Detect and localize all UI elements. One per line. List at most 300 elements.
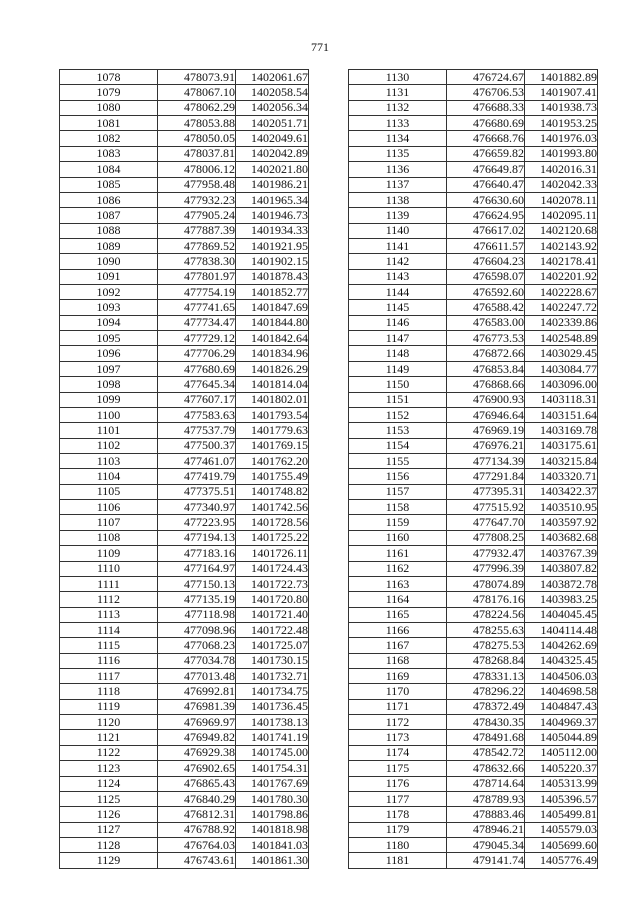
y-coordinate-cell: 1402049.61 (236, 131, 309, 146)
point-number-cell: 1148 (349, 346, 447, 361)
point-number-cell: 1093 (60, 300, 158, 315)
x-coordinate-cell: 477500.37 (158, 438, 236, 453)
point-number-cell: 1117 (60, 669, 158, 684)
table-row (60, 300, 309, 315)
y-coordinate-cell: 1401976.03 (525, 131, 598, 146)
y-coordinate-cell: 1401878.43 (236, 269, 309, 284)
y-coordinate-cell: 1404045.45 (525, 607, 598, 622)
x-coordinate-cell: 476659.82 (447, 146, 525, 161)
point-number-cell: 1106 (60, 500, 158, 515)
x-coordinate-cell: 476992.81 (158, 684, 236, 699)
table-row (349, 730, 598, 745)
point-number-cell: 1113 (60, 607, 158, 622)
x-coordinate-cell: 477134.39 (447, 453, 525, 468)
y-coordinate-cell: 1401726.11 (236, 546, 309, 561)
y-coordinate-cell: 1403682.68 (525, 530, 598, 545)
table-row (349, 269, 598, 284)
x-coordinate-cell: 476598.07 (447, 269, 525, 284)
x-coordinate-cell: 477395.31 (447, 484, 525, 499)
table-row (60, 576, 309, 591)
x-coordinate-cell: 477869.52 (158, 238, 236, 253)
y-coordinate-cell: 1404325.45 (525, 653, 598, 668)
y-coordinate-cell: 1401965.34 (236, 192, 309, 207)
y-coordinate-cell: 1401728.56 (236, 515, 309, 530)
x-coordinate-cell: 476688.33 (447, 100, 525, 115)
coordinate-table-body (60, 70, 309, 869)
table-row (349, 70, 598, 85)
table-row (60, 285, 309, 300)
table-row (60, 238, 309, 253)
y-coordinate-cell: 1402120.68 (525, 223, 598, 238)
table-row (349, 484, 598, 499)
point-number-cell: 1088 (60, 223, 158, 238)
y-coordinate-cell: 1401742.56 (236, 500, 309, 515)
x-coordinate-cell: 477996.39 (447, 561, 525, 576)
x-coordinate-cell: 477734.47 (158, 315, 236, 330)
table-row (349, 807, 598, 822)
table-row (60, 484, 309, 499)
table-row (60, 837, 309, 852)
x-coordinate-cell: 478176.16 (447, 592, 525, 607)
table-row (349, 638, 598, 653)
point-number-cell: 1098 (60, 377, 158, 392)
point-number-cell: 1126 (60, 807, 158, 822)
table-row (60, 776, 309, 791)
y-coordinate-cell: 1401986.21 (236, 177, 309, 192)
x-coordinate-cell: 477194.13 (158, 530, 236, 545)
point-number-cell: 1085 (60, 177, 158, 192)
table-row (349, 162, 598, 177)
point-number-cell: 1108 (60, 530, 158, 545)
x-coordinate-cell: 477645.34 (158, 377, 236, 392)
table-row (349, 438, 598, 453)
y-coordinate-cell: 1402051.71 (236, 116, 309, 131)
y-coordinate-cell: 1405112.00 (525, 745, 598, 760)
coordinate-table-right (348, 69, 598, 869)
x-coordinate-cell: 477932.23 (158, 192, 236, 207)
point-number-cell: 1170 (349, 684, 447, 699)
table-row (349, 715, 598, 730)
y-coordinate-cell: 1401762.20 (236, 453, 309, 468)
table-row (349, 300, 598, 315)
table-row (60, 70, 309, 85)
table-row (349, 837, 598, 852)
y-coordinate-cell: 1401722.48 (236, 622, 309, 637)
x-coordinate-cell: 478073.91 (158, 70, 236, 85)
y-coordinate-cell: 1401724.43 (236, 561, 309, 576)
y-coordinate-cell: 1401730.15 (236, 653, 309, 668)
x-coordinate-cell: 477706.29 (158, 346, 236, 361)
point-number-cell: 1125 (60, 791, 158, 806)
x-coordinate-cell: 478268.84 (447, 653, 525, 668)
point-number-cell: 1158 (349, 500, 447, 515)
point-number-cell: 1165 (349, 607, 447, 622)
y-coordinate-cell: 1402058.54 (236, 85, 309, 100)
y-coordinate-cell: 1401953.25 (525, 116, 598, 131)
table-row (60, 453, 309, 468)
point-number-cell: 1133 (349, 116, 447, 131)
point-number-cell: 1141 (349, 238, 447, 253)
point-number-cell: 1121 (60, 730, 158, 745)
x-coordinate-cell: 476649.87 (447, 162, 525, 177)
y-coordinate-cell: 1402201.92 (525, 269, 598, 284)
point-number-cell: 1159 (349, 515, 447, 530)
point-number-cell: 1114 (60, 622, 158, 637)
table-row (60, 822, 309, 837)
y-coordinate-cell: 1401844.80 (236, 315, 309, 330)
point-number-cell: 1091 (60, 269, 158, 284)
table-row (60, 807, 309, 822)
y-coordinate-cell: 1401748.82 (236, 484, 309, 499)
x-coordinate-cell: 477068.23 (158, 638, 236, 653)
table-row (60, 331, 309, 346)
x-coordinate-cell: 477905.24 (158, 208, 236, 223)
y-coordinate-cell: 1403118.31 (525, 392, 598, 407)
x-coordinate-cell: 477680.69 (158, 361, 236, 376)
table-row (60, 730, 309, 745)
y-coordinate-cell: 1401902.15 (236, 254, 309, 269)
y-coordinate-cell: 1401861.30 (236, 853, 309, 868)
table-row (349, 238, 598, 253)
point-number-cell: 1132 (349, 100, 447, 115)
x-coordinate-cell: 477887.39 (158, 223, 236, 238)
x-coordinate-cell: 477419.79 (158, 469, 236, 484)
point-number-cell: 1135 (349, 146, 447, 161)
table-row (349, 530, 598, 545)
point-number-cell: 1156 (349, 469, 447, 484)
x-coordinate-cell: 476900.93 (447, 392, 525, 407)
point-number-cell: 1146 (349, 315, 447, 330)
y-coordinate-cell: 1401907.41 (525, 85, 598, 100)
table-row (349, 453, 598, 468)
point-number-cell: 1177 (349, 791, 447, 806)
table-row (349, 315, 598, 330)
point-number-cell: 1137 (349, 177, 447, 192)
point-number-cell: 1149 (349, 361, 447, 376)
table-row (349, 285, 598, 300)
y-coordinate-cell: 1401725.22 (236, 530, 309, 545)
table-row (60, 853, 309, 868)
point-number-cell: 1178 (349, 807, 447, 822)
y-coordinate-cell: 1405579.03 (525, 822, 598, 837)
table-row (349, 822, 598, 837)
point-number-cell: 1157 (349, 484, 447, 499)
y-coordinate-cell: 1401841.03 (236, 837, 309, 852)
point-number-cell: 1144 (349, 285, 447, 300)
x-coordinate-cell: 476706.53 (447, 85, 525, 100)
y-coordinate-cell: 1403597.92 (525, 515, 598, 530)
point-number-cell: 1118 (60, 684, 158, 699)
y-coordinate-cell: 1403320.71 (525, 469, 598, 484)
y-coordinate-cell: 1403084.77 (525, 361, 598, 376)
table-row (60, 638, 309, 653)
x-coordinate-cell: 478542.72 (447, 745, 525, 760)
x-coordinate-cell: 476611.57 (447, 238, 525, 253)
y-coordinate-cell: 1405499.81 (525, 807, 598, 822)
x-coordinate-cell: 477183.16 (158, 546, 236, 561)
x-coordinate-cell: 476853.84 (447, 361, 525, 376)
point-number-cell: 1086 (60, 192, 158, 207)
point-number-cell: 1136 (349, 162, 447, 177)
point-number-cell: 1139 (349, 208, 447, 223)
y-coordinate-cell: 1401852.77 (236, 285, 309, 300)
y-coordinate-cell: 1401732.71 (236, 669, 309, 684)
table-row (60, 438, 309, 453)
x-coordinate-cell: 477118.98 (158, 607, 236, 622)
point-number-cell: 1168 (349, 653, 447, 668)
table-row (349, 853, 598, 868)
y-coordinate-cell: 1401721.40 (236, 607, 309, 622)
x-coordinate-cell: 476583.00 (447, 315, 525, 330)
table-row (349, 131, 598, 146)
point-number-cell: 1155 (349, 453, 447, 468)
x-coordinate-cell: 478632.66 (447, 761, 525, 776)
table-row (349, 500, 598, 515)
point-number-cell: 1092 (60, 285, 158, 300)
x-coordinate-cell: 476976.21 (447, 438, 525, 453)
table-row (60, 177, 309, 192)
x-coordinate-cell: 476773.53 (447, 331, 525, 346)
table-row (60, 131, 309, 146)
x-coordinate-cell: 478074.89 (447, 576, 525, 591)
point-number-cell: 1089 (60, 238, 158, 253)
point-number-cell: 1161 (349, 546, 447, 561)
x-coordinate-cell: 478430.35 (447, 715, 525, 730)
y-coordinate-cell: 1403510.95 (525, 500, 598, 515)
coordinate-table-left (59, 69, 309, 869)
x-coordinate-cell: 478883.46 (447, 807, 525, 822)
point-number-cell: 1100 (60, 407, 158, 422)
x-coordinate-cell: 476630.60 (447, 192, 525, 207)
point-number-cell: 1107 (60, 515, 158, 530)
table-row (349, 177, 598, 192)
x-coordinate-cell: 476624.95 (447, 208, 525, 223)
x-coordinate-cell: 477515.92 (447, 500, 525, 515)
table-row (60, 407, 309, 422)
point-number-cell: 1111 (60, 576, 158, 591)
y-coordinate-cell: 1405776.49 (525, 853, 598, 868)
point-number-cell: 1134 (349, 131, 447, 146)
point-number-cell: 1162 (349, 561, 447, 576)
y-coordinate-cell: 1401798.86 (236, 807, 309, 822)
x-coordinate-cell: 476588.42 (447, 300, 525, 315)
y-coordinate-cell: 1404114.48 (525, 622, 598, 637)
point-number-cell: 1112 (60, 592, 158, 607)
y-coordinate-cell: 1402078.11 (525, 192, 598, 207)
table-row (349, 407, 598, 422)
point-number-cell: 1095 (60, 331, 158, 346)
x-coordinate-cell: 478067.10 (158, 85, 236, 100)
y-coordinate-cell: 1404847.43 (525, 699, 598, 714)
table-row (349, 361, 598, 376)
table-row (349, 576, 598, 591)
x-coordinate-cell: 477291.84 (447, 469, 525, 484)
table-row (60, 269, 309, 284)
point-number-cell: 1096 (60, 346, 158, 361)
x-coordinate-cell: 477729.12 (158, 331, 236, 346)
table-row (349, 669, 598, 684)
point-number-cell: 1116 (60, 653, 158, 668)
table-row (60, 85, 309, 100)
point-number-cell: 1154 (349, 438, 447, 453)
x-coordinate-cell: 476812.31 (158, 807, 236, 822)
table-row (349, 331, 598, 346)
y-coordinate-cell: 1401946.73 (236, 208, 309, 223)
point-number-cell: 1127 (60, 822, 158, 837)
x-coordinate-cell: 477741.65 (158, 300, 236, 315)
point-number-cell: 1153 (349, 423, 447, 438)
y-coordinate-cell: 1402178.41 (525, 254, 598, 269)
point-number-cell: 1082 (60, 131, 158, 146)
x-coordinate-cell: 476680.69 (447, 116, 525, 131)
table-row (60, 546, 309, 561)
table-row (349, 515, 598, 530)
page-number: 771 (311, 40, 329, 54)
y-coordinate-cell: 1403175.61 (525, 438, 598, 453)
y-coordinate-cell: 1401802.01 (236, 392, 309, 407)
point-number-cell: 1142 (349, 254, 447, 269)
table-row (60, 745, 309, 760)
x-coordinate-cell: 478296.22 (447, 684, 525, 699)
point-number-cell: 1083 (60, 146, 158, 161)
table-row (60, 315, 309, 330)
x-coordinate-cell: 477164.97 (158, 561, 236, 576)
y-coordinate-cell: 1405396.57 (525, 791, 598, 806)
table-row (60, 208, 309, 223)
point-number-cell: 1181 (349, 853, 447, 868)
point-number-cell: 1105 (60, 484, 158, 499)
x-coordinate-cell: 478053.88 (158, 116, 236, 131)
y-coordinate-cell: 1403169.78 (525, 423, 598, 438)
point-number-cell: 1173 (349, 730, 447, 745)
y-coordinate-cell: 1402339.86 (525, 315, 598, 330)
point-number-cell: 1179 (349, 822, 447, 837)
point-number-cell: 1102 (60, 438, 158, 453)
table-row (60, 622, 309, 637)
x-coordinate-cell: 477034.78 (158, 653, 236, 668)
x-coordinate-cell: 477013.48 (158, 669, 236, 684)
point-number-cell: 1115 (60, 638, 158, 653)
table-row (349, 346, 598, 361)
y-coordinate-cell: 1405044.89 (525, 730, 598, 745)
point-number-cell: 1124 (60, 776, 158, 791)
point-number-cell: 1079 (60, 85, 158, 100)
table-row (349, 791, 598, 806)
x-coordinate-cell: 477150.13 (158, 576, 236, 591)
table-row (349, 223, 598, 238)
y-coordinate-cell: 1401769.15 (236, 438, 309, 453)
y-coordinate-cell: 1403422.37 (525, 484, 598, 499)
x-coordinate-cell: 476840.29 (158, 791, 236, 806)
y-coordinate-cell: 1403096.00 (525, 377, 598, 392)
y-coordinate-cell: 1403151.64 (525, 407, 598, 422)
y-coordinate-cell: 1402061.67 (236, 70, 309, 85)
y-coordinate-cell: 1401734.75 (236, 684, 309, 699)
point-number-cell: 1122 (60, 745, 158, 760)
y-coordinate-cell: 1402548.89 (525, 331, 598, 346)
y-coordinate-cell: 1401720.80 (236, 592, 309, 607)
point-number-cell: 1128 (60, 837, 158, 852)
point-number-cell: 1078 (60, 70, 158, 85)
x-coordinate-cell: 476592.60 (447, 285, 525, 300)
y-coordinate-cell: 1401847.69 (236, 300, 309, 315)
table-row (349, 423, 598, 438)
point-number-cell: 1080 (60, 100, 158, 115)
x-coordinate-cell: 477135.19 (158, 592, 236, 607)
y-coordinate-cell: 1402095.11 (525, 208, 598, 223)
x-coordinate-cell: 479141.74 (447, 853, 525, 868)
point-number-cell: 1163 (349, 576, 447, 591)
y-coordinate-cell: 1403767.39 (525, 546, 598, 561)
x-coordinate-cell: 476929.38 (158, 745, 236, 760)
point-number-cell: 1130 (349, 70, 447, 85)
x-coordinate-cell: 477375.51 (158, 484, 236, 499)
point-number-cell: 1172 (349, 715, 447, 730)
y-coordinate-cell: 1401722.73 (236, 576, 309, 591)
point-number-cell: 1081 (60, 116, 158, 131)
y-coordinate-cell: 1401736.45 (236, 699, 309, 714)
table-row (349, 592, 598, 607)
table-row (60, 669, 309, 684)
point-number-cell: 1166 (349, 622, 447, 637)
table-row (60, 469, 309, 484)
point-number-cell: 1143 (349, 269, 447, 284)
x-coordinate-cell: 476617.02 (447, 223, 525, 238)
point-number-cell: 1097 (60, 361, 158, 376)
y-coordinate-cell: 1401755.49 (236, 469, 309, 484)
y-coordinate-cell: 1401780.30 (236, 791, 309, 806)
x-coordinate-cell: 476764.03 (158, 837, 236, 852)
x-coordinate-cell: 477838.30 (158, 254, 236, 269)
y-coordinate-cell: 1402021.80 (236, 162, 309, 177)
y-coordinate-cell: 1401793.54 (236, 407, 309, 422)
x-coordinate-cell: 476668.76 (447, 131, 525, 146)
y-coordinate-cell: 1402042.33 (525, 177, 598, 192)
point-number-cell: 1109 (60, 546, 158, 561)
table-row (349, 699, 598, 714)
table-row (60, 423, 309, 438)
y-coordinate-cell: 1405699.60 (525, 837, 598, 852)
y-coordinate-cell: 1403215.84 (525, 453, 598, 468)
table-row (60, 100, 309, 115)
point-number-cell: 1094 (60, 315, 158, 330)
y-coordinate-cell: 1401738.13 (236, 715, 309, 730)
table-row (60, 791, 309, 806)
table-row (349, 607, 598, 622)
point-number-cell: 1175 (349, 761, 447, 776)
y-coordinate-cell: 1401882.89 (525, 70, 598, 85)
point-number-cell: 1104 (60, 469, 158, 484)
y-coordinate-cell: 1401725.07 (236, 638, 309, 653)
table-row (349, 561, 598, 576)
point-number-cell: 1099 (60, 392, 158, 407)
table-row (349, 100, 598, 115)
x-coordinate-cell: 476949.82 (158, 730, 236, 745)
point-number-cell: 1151 (349, 392, 447, 407)
point-number-cell: 1087 (60, 208, 158, 223)
table-row (349, 377, 598, 392)
x-coordinate-cell: 476946.64 (447, 407, 525, 422)
x-coordinate-cell: 477958.48 (158, 177, 236, 192)
x-coordinate-cell: 477340.97 (158, 500, 236, 515)
y-coordinate-cell: 1403872.78 (525, 576, 598, 591)
y-coordinate-cell: 1401741.19 (236, 730, 309, 745)
table-row (349, 745, 598, 760)
y-coordinate-cell: 1403807.82 (525, 561, 598, 576)
table-row (349, 761, 598, 776)
y-coordinate-cell: 1401938.73 (525, 100, 598, 115)
table-row (60, 392, 309, 407)
